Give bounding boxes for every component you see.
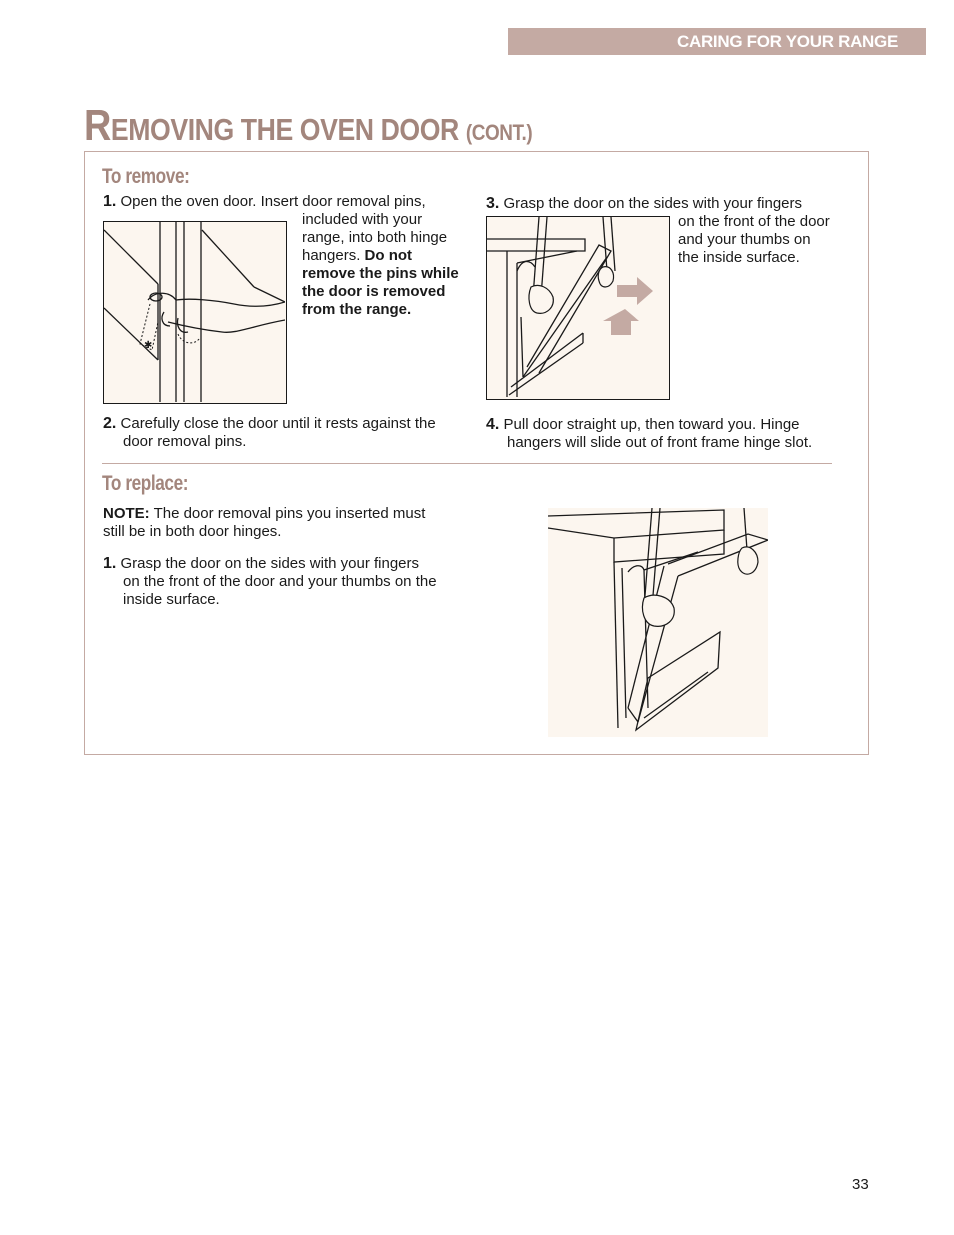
title-cap: R [84,101,111,150]
step-text: on the front of the door [678,213,830,230]
warning-text: the door is removed [302,283,446,300]
replace-step1 [103,555,468,609]
step-text: Carefully close the door until it rests against the [120,415,436,432]
page-number: 33 [852,1176,869,1193]
step-number: 1. [103,193,117,210]
hinge-pin-illustration [103,221,287,404]
title-rest: EMOVING THE OVEN DOOR [110,112,459,147]
replace-heading: To replace: [102,472,189,495]
replace-note [103,505,463,541]
warning-text: remove the pins while [302,265,459,282]
door-lift-icon [487,217,668,398]
door-lift-illustration [486,216,670,400]
step-text: on the front of the door and your thumbs on the [123,573,437,590]
page-title [84,101,533,150]
title-cont: (CONT.) [465,120,533,145]
remove-heading: To remove: [102,165,190,188]
note-label: NOTE: [103,505,150,522]
section-header-bar [508,28,926,55]
step-text: included with your [302,211,423,228]
note-text: still be in both door hinges. [103,523,282,540]
remove-step1-first-line [103,193,473,211]
step-text: range, into both hinge [302,229,448,246]
svg-text:✱: ✱ [144,340,153,351]
step-text: hangers. [302,247,361,264]
remove-step3-first-line [486,195,846,213]
step-text: Pull door straight up, then toward you. Hinge [503,416,800,433]
section-label: CARING FOR YOUR RANGE [676,31,898,51]
remove-step3-continued [678,213,853,267]
warning-text: from the range. [302,301,412,318]
door-replace-icon [548,508,768,737]
step-text: door removal pins. [123,433,247,450]
door-replace-illustration [548,508,768,737]
step-text: Open the oven door. Insert door removal pins, [120,193,426,210]
remove-step4 [486,416,846,452]
remove-step1-continued [302,211,472,319]
step-text: and your thumbs on [678,231,811,248]
step-text: the inside surface. [678,249,800,266]
section-divider [102,463,832,464]
step-text: Grasp the door on the sides with your fingers [120,555,420,572]
step-number: 1. [103,555,117,572]
hinge-pin-icon [104,222,285,402]
step-text: hangers will slide out of front frame hinge slot. [507,434,813,451]
step-number: 3. [486,195,500,212]
step-text: inside surface. [123,591,220,608]
step-number: 4. [486,416,500,433]
note-text: The door removal pins you inserted must [153,505,426,522]
step-text: Grasp the door on the sides with your fingers [503,195,803,212]
step-number: 2. [103,415,117,432]
warning-text: Do not [364,247,413,264]
remove-step2 [103,415,468,451]
